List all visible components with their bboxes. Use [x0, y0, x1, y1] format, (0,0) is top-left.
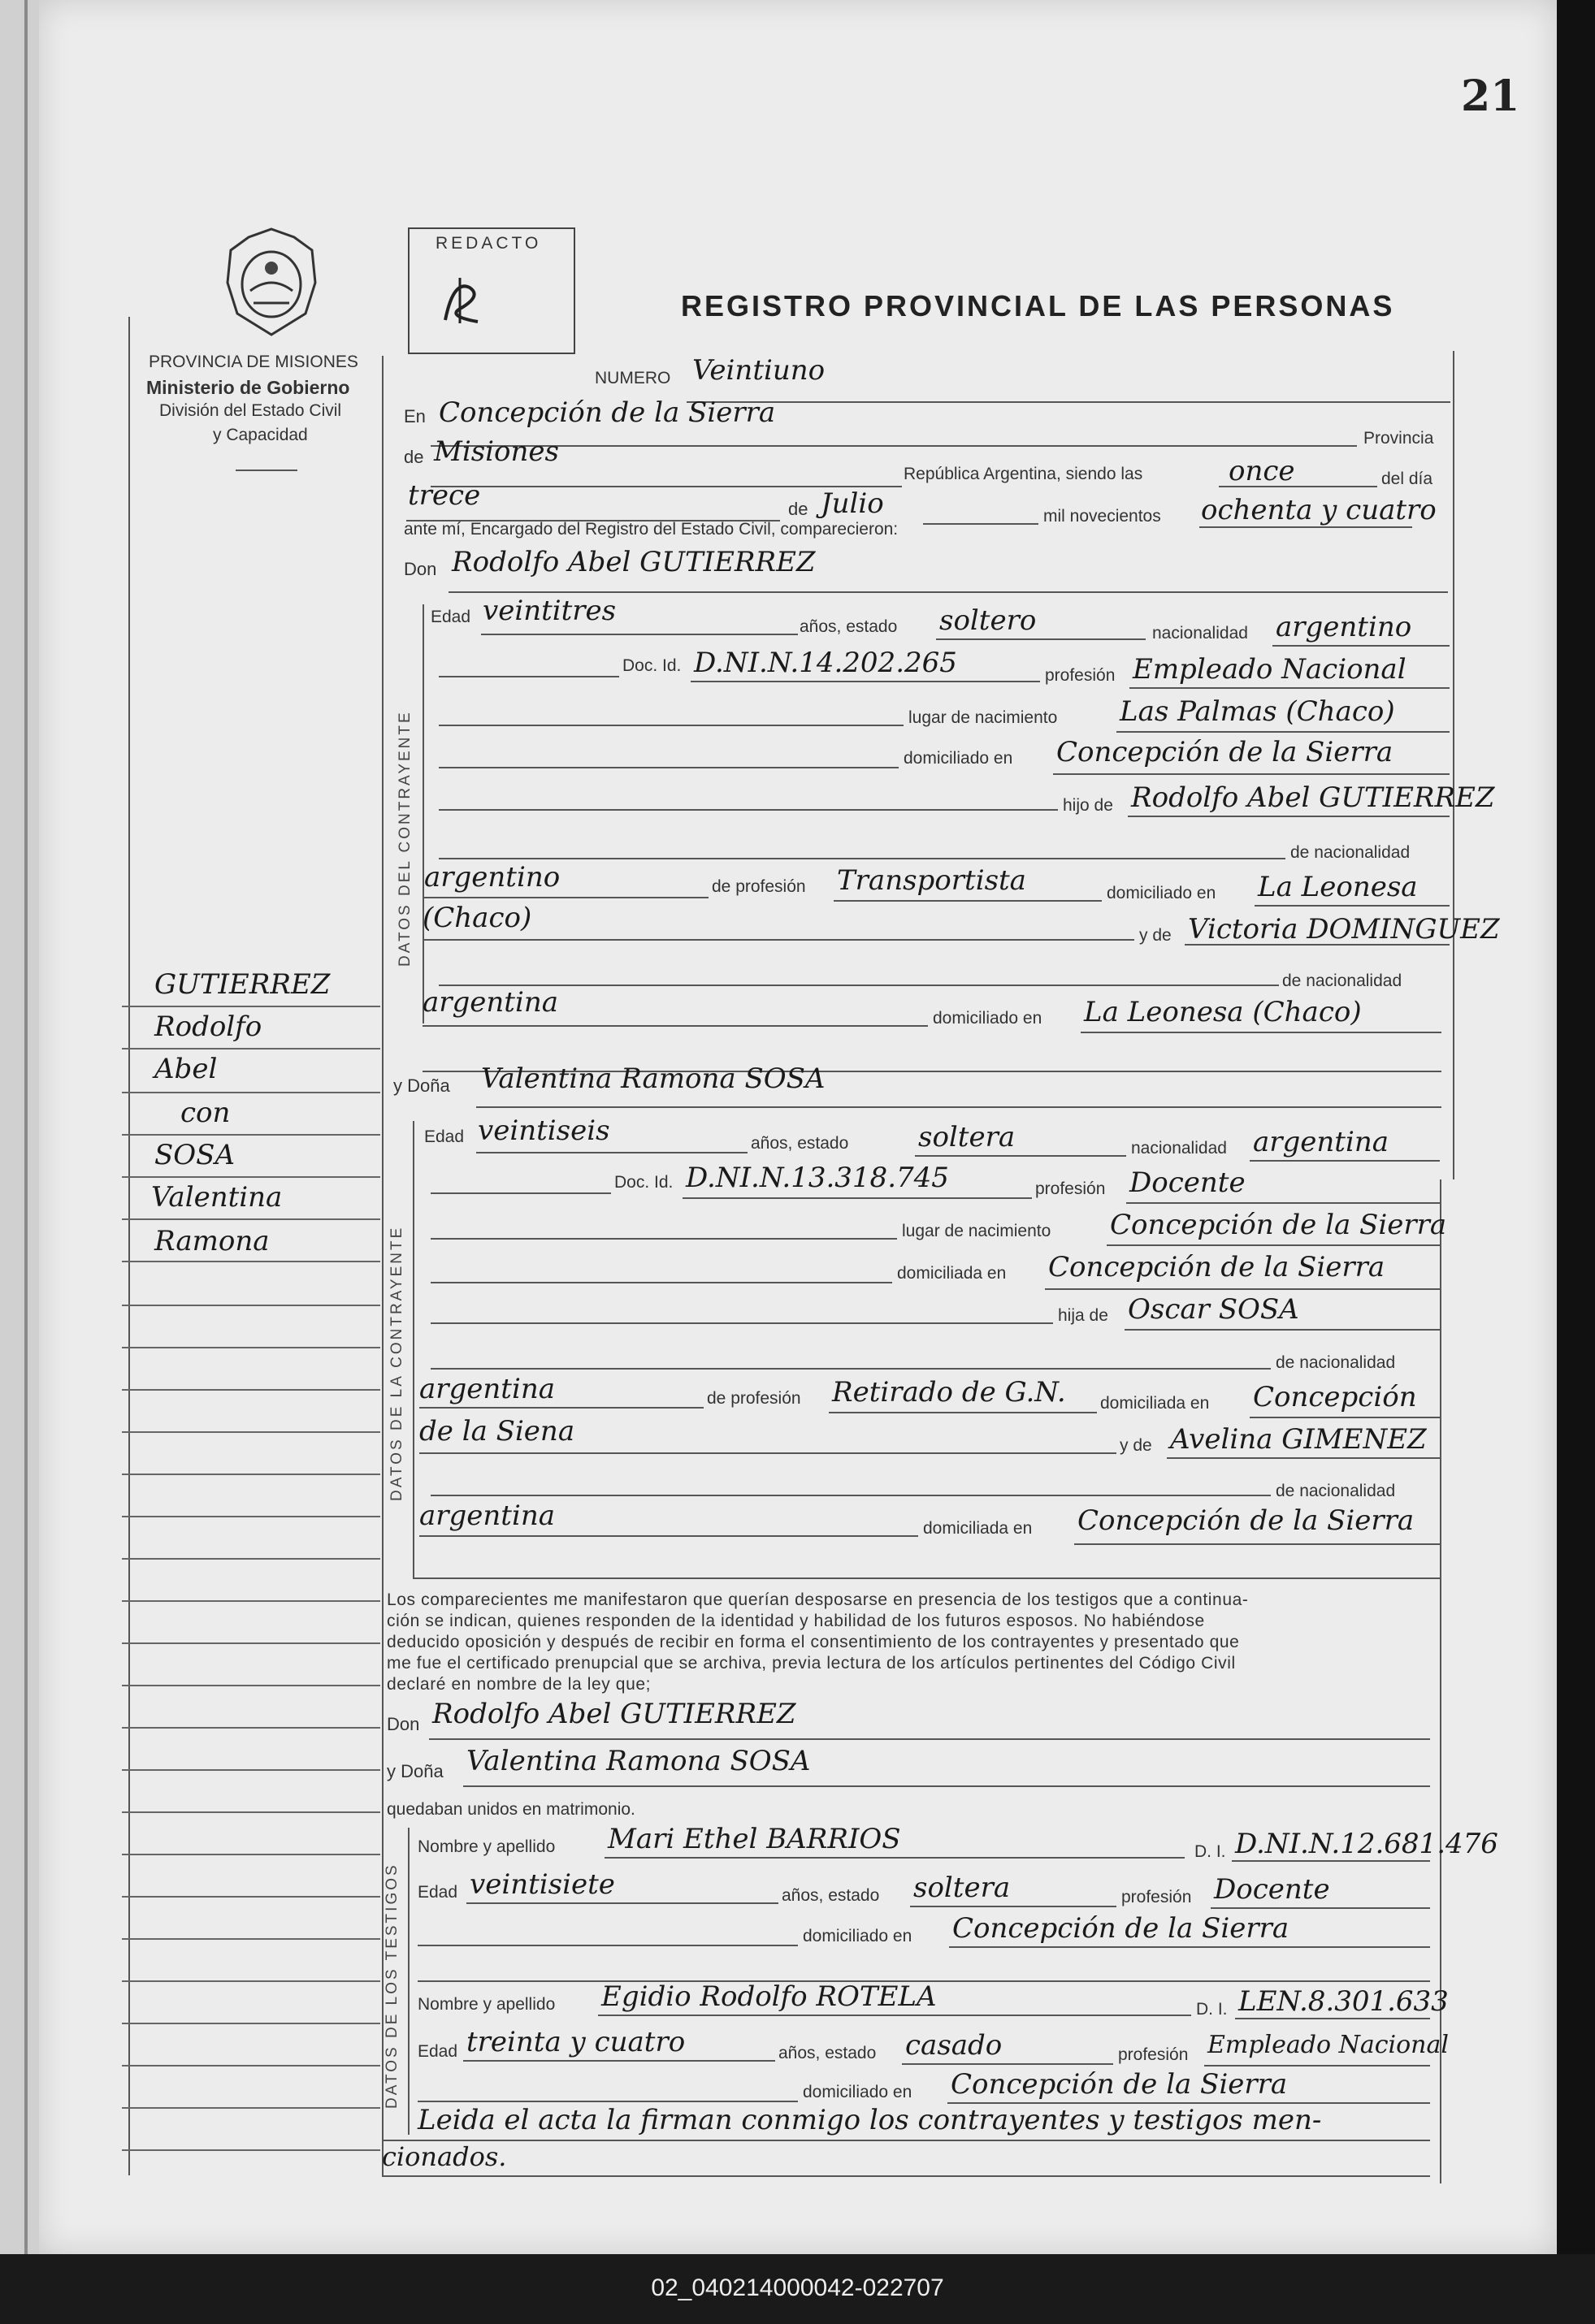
groom-father-nationality: argentino — [424, 861, 561, 894]
rule — [431, 1322, 1053, 1324]
act-place: Concepción de la Sierra — [439, 396, 776, 429]
groom-father-profession: Transportista — [837, 864, 1026, 897]
rule — [122, 1685, 380, 1686]
rule — [449, 591, 1448, 593]
rule — [122, 1600, 380, 1602]
rule — [431, 1238, 897, 1240]
rule — [423, 1025, 928, 1027]
footer-id: 02_040214000042-022707 — [651, 2274, 944, 2301]
rule — [122, 1474, 380, 1475]
rule — [122, 1896, 380, 1898]
rule — [1116, 731, 1450, 733]
bride-nationality: argentina — [1253, 1126, 1389, 1158]
label-de-nacionalidad-4: de nacionalidad — [1276, 1482, 1396, 1500]
label-domiciliada: domiciliada en — [897, 1264, 1007, 1283]
groom-section-rule — [423, 604, 424, 1024]
witness-section-label: DATOS DE LOS TESTIGOS — [384, 1863, 401, 2109]
rule — [1204, 2065, 1430, 2066]
rule — [439, 858, 1285, 859]
rule — [382, 2175, 1430, 2177]
rule — [122, 2023, 380, 2024]
rule — [1129, 687, 1450, 689]
rule — [936, 638, 1146, 640]
rule — [1211, 1907, 1430, 1909]
header-ministry: Ministerio de Gobierno — [146, 377, 350, 398]
rule — [1128, 816, 1450, 817]
witness-section-rule — [408, 1828, 410, 2135]
margin-note-1: Rodolfo — [154, 1011, 262, 1043]
bride-address: Concepción de la Sierra — [1048, 1251, 1385, 1283]
witness2-address: Concepción de la Sierra — [951, 2068, 1288, 2101]
label-y-de-2: y de — [1120, 1436, 1152, 1455]
label-don: Don — [404, 559, 437, 579]
label-y-dona: y Doña — [393, 1075, 450, 1096]
label-lugar-nac-2: lugar de nacimiento — [902, 1222, 1051, 1240]
label-domiciliado-2: domiciliado en — [1107, 884, 1216, 902]
label-de-nacionalidad: de nacionalidad — [1290, 843, 1411, 862]
right-frame — [1453, 351, 1454, 1179]
groom-doc: D.NI.N.14.202.265 — [694, 647, 957, 679]
rule — [691, 681, 1040, 682]
rule — [1081, 1032, 1441, 1033]
rule — [122, 2149, 380, 2151]
label-en: En — [404, 406, 426, 426]
label-de-nacionalidad-2: de nacionalidad — [1282, 972, 1402, 990]
rule — [122, 1516, 380, 1517]
margin-note-4: SOSA — [154, 1139, 236, 1171]
label-prof-w1: profesión — [1121, 1888, 1192, 1906]
label-anos-estado: años, estado — [800, 617, 898, 636]
label-domiciliado-3: domiciliado en — [933, 1009, 1042, 1028]
closing-line-1: Leida el acta la firman conmigo los contrayentes y testigos men- — [418, 2104, 1322, 2136]
bride-section-label: DATOS DE LA CONTRAYENTE — [388, 1225, 405, 1501]
rule — [476, 1152, 748, 1153]
bride-section-rule — [413, 1121, 414, 1577]
label-nombre-2: Nombre y apellido — [418, 1995, 556, 2014]
bride-doc: D.NI.N.13.318.745 — [686, 1162, 949, 1194]
label-anos-estado-2: años, estado — [751, 1134, 849, 1153]
bride-profession: Docente — [1129, 1166, 1246, 1199]
label-edad-w1: Edad — [418, 1883, 458, 1902]
rule — [1185, 944, 1450, 946]
label-nacionalidad-2: nacionalidad — [1131, 1139, 1227, 1158]
label-de-month: de — [788, 499, 808, 519]
bride-birthplace: Concepción de la Sierra — [1110, 1209, 1447, 1241]
rule — [418, 1945, 798, 1946]
bride-father-address: Concepción — [1253, 1381, 1417, 1413]
act-number: Veintiuno — [692, 354, 826, 387]
rule — [423, 939, 1134, 941]
label-doc-id-2: Doc. Id. — [614, 1173, 674, 1192]
groom-father-address: La Leonesa — [1258, 871, 1418, 903]
label-di-1: D. I. — [1194, 1842, 1226, 1861]
rule — [122, 1811, 380, 1813]
rule — [1045, 1288, 1440, 1290]
label-numero: NUMERO — [595, 369, 671, 387]
rule — [1255, 905, 1450, 907]
groom-section-label: DATOS DEL CONTRAYENTE — [397, 710, 414, 967]
rule — [122, 2107, 380, 2109]
declaration-line-5: declaré en nombre de la ley que; — [387, 1675, 652, 1694]
rule — [1074, 1543, 1440, 1545]
rule — [1126, 1202, 1440, 1204]
rule — [122, 1980, 380, 1982]
rule — [431, 445, 1357, 447]
label-dom-w2: domiciliado en — [803, 2083, 912, 2101]
rule — [122, 1642, 380, 1644]
groom-status: soltero — [939, 604, 1037, 637]
rule — [122, 1048, 380, 1049]
declaration-line-4: me fue el certificado prenupcial que se archiva, previa lectura de los artículos pertinentes del Código Civil — [387, 1654, 1236, 1673]
bride-father-address-2: de la Siena — [419, 1415, 575, 1448]
rule — [463, 1785, 1430, 1787]
rule — [122, 1092, 380, 1093]
declared-bride: Valentina Ramona SOSA — [466, 1745, 811, 1777]
rule — [419, 1535, 918, 1537]
rule — [122, 1769, 380, 1771]
rule — [834, 900, 1102, 902]
rule — [1235, 2018, 1430, 2019]
rule — [122, 1938, 380, 1940]
label-ante-mi: ante mí, Encargado del Registro del Estado Civil, comparecieron: — [404, 520, 899, 539]
margin-note-0: GUTIERREZ — [154, 968, 331, 1001]
bride-father: Oscar SOSA — [1128, 1293, 1299, 1326]
bride-father-profession: Retirado de G.N. — [832, 1376, 1066, 1409]
label-hijo-de: hijo de — [1063, 796, 1113, 815]
rule — [439, 767, 899, 768]
label-anos-w2: años, estado — [778, 2044, 877, 2062]
rule — [481, 634, 798, 635]
redacto-stamp-box — [408, 227, 575, 354]
margin-note-3: con — [180, 1097, 231, 1129]
label-quedaban: quedaban unidos en matrimonio. — [387, 1800, 635, 1819]
rule — [423, 897, 709, 898]
act-province: Misiones — [434, 435, 559, 468]
rule — [122, 1176, 380, 1178]
rule — [829, 1412, 1097, 1413]
rule — [419, 1452, 1116, 1454]
groom-mother: Victoria DOMINGUEZ — [1188, 913, 1500, 946]
rule — [1232, 1860, 1430, 1862]
bride-age: veintiseis — [478, 1114, 610, 1147]
label-de: de — [404, 447, 424, 467]
rule — [431, 1368, 1271, 1370]
rule — [466, 1902, 778, 1904]
act-day: trece — [408, 479, 481, 512]
groom-address: Concepción de la Sierra — [1056, 736, 1393, 768]
rule — [431, 1192, 611, 1194]
rule — [687, 401, 1450, 403]
page-number: 21 — [1461, 71, 1520, 121]
label-profesion-2: profesión — [1035, 1179, 1106, 1198]
rule — [1219, 486, 1377, 487]
groom-age: veintitres — [483, 595, 617, 627]
rule — [439, 676, 619, 677]
rule — [122, 1305, 380, 1306]
label-lugar-nac: lugar de nacimiento — [908, 708, 1058, 727]
witness2-name: Egidio Rodolfo ROTELA — [601, 1980, 937, 2013]
rule — [923, 523, 1038, 525]
label-dom-w1: domiciliado en — [803, 1927, 912, 1945]
label-republica: República Argentina, siendo las — [904, 465, 1143, 483]
declared-groom: Rodolfo Abel GUTIERREZ — [432, 1698, 796, 1730]
bride-name: Valentina Ramona SOSA — [481, 1062, 826, 1095]
witness1-profession: Docente — [1214, 1873, 1330, 1906]
label-edad: Edad — [431, 608, 471, 626]
redacto-label: REDACTO — [436, 234, 542, 253]
page-title: REGISTRO PROVINCIAL DE LAS PERSONAS — [681, 289, 1395, 322]
rule — [122, 1347, 380, 1348]
rule — [122, 1727, 380, 1729]
groom-name: Rodolfo Abel GUTIERREZ — [452, 546, 816, 578]
header-divider — [236, 470, 297, 471]
rule — [439, 809, 1058, 811]
act-year: ochenta y cuatro — [1201, 494, 1437, 526]
label-hija-de: hija de — [1058, 1306, 1108, 1325]
witness2-status: casado — [905, 2029, 1003, 2062]
witness1-address: Concepción de la Sierra — [952, 1912, 1289, 1945]
rule — [1053, 773, 1450, 775]
witness1-di: D.NI.N.12.681.476 — [1235, 1828, 1498, 1860]
label-de-profesion: de profesión — [712, 877, 806, 896]
bride-mother-address: Concepción de la Sierra — [1077, 1504, 1415, 1537]
rule — [1167, 1457, 1440, 1459]
witness1-name: Mari Ethel BARRIOS — [608, 1823, 901, 1855]
label-mil: mil novecientos — [1043, 507, 1161, 526]
witness2-di: LEN.8.301.633 — [1238, 1985, 1449, 2018]
header-division: División del Estado Civil — [159, 401, 342, 420]
label-edad-2: Edad — [424, 1127, 465, 1146]
rule — [910, 1906, 1116, 1907]
bride-mother: Avelina GIMENEZ — [1170, 1423, 1427, 1456]
declaration-line-2: ción se indican, quienes responden de la identidad y habilidad de los futuros esposos. No habiéndose — [387, 1612, 1205, 1630]
rule — [949, 1946, 1430, 1948]
rule — [122, 2065, 380, 2066]
label-y-de: y de — [1139, 926, 1172, 945]
rule — [122, 1006, 380, 1007]
bride-mother-nationality: argentina — [419, 1500, 556, 1532]
label-domiciliada-2: domiciliada en — [1100, 1394, 1210, 1413]
rule — [1107, 1244, 1440, 1246]
rule — [1272, 645, 1450, 647]
witness1-age: veintisiete — [470, 1868, 615, 1901]
act-month: Julio — [821, 487, 884, 520]
label-profesion: profesión — [1045, 666, 1116, 685]
label-del-dia: del día — [1381, 470, 1433, 488]
rule — [122, 1218, 380, 1220]
header-province: PROVINCIA DE MISIONES — [149, 353, 358, 371]
rule — [1250, 1417, 1440, 1418]
witness2-profession: Empleado Nacional — [1207, 2031, 1449, 2059]
closing-line-2: cionados. — [382, 2141, 507, 2172]
rule — [418, 2101, 798, 2102]
rule — [122, 1431, 380, 1433]
rule — [413, 1577, 1440, 1579]
groom-mother-nationality: argentina — [423, 986, 559, 1019]
book-spine — [0, 0, 39, 2324]
rule — [439, 725, 904, 726]
rule — [463, 2060, 775, 2062]
groom-profession: Empleado Nacional — [1133, 653, 1406, 686]
label-nacionalidad: nacionalidad — [1152, 624, 1248, 643]
label-doc-id: Doc. Id. — [622, 656, 682, 675]
groom-mother-address: La Leonesa (Chaco) — [1084, 996, 1362, 1028]
rule — [122, 1854, 380, 1855]
page-edge — [1557, 0, 1595, 2324]
bride-status: soltera — [918, 1121, 1016, 1153]
groom-father: Rodolfo Abel GUTIERREZ — [1131, 781, 1495, 814]
rule — [419, 1407, 704, 1409]
header-division2: y Capacidad — [213, 426, 308, 444]
label-de-profesion-2: de profesión — [707, 1389, 801, 1408]
groom-birthplace: Las Palmas (Chaco) — [1120, 695, 1395, 728]
label-edad-w2: Edad — [418, 2042, 458, 2061]
rule — [429, 1738, 1430, 1740]
label-de-nacionalidad-3: de nacionalidad — [1276, 1353, 1396, 1372]
rule — [122, 1134, 380, 1136]
label-anos-w1: años, estado — [782, 1886, 880, 1905]
label-y-dona-2: y Doña — [387, 1761, 444, 1781]
act-hour: once — [1229, 455, 1295, 487]
rule — [431, 1282, 892, 1283]
declaration-line-3: deducido oposición y después de recibir en forma el consentimiento de los contrayentes y presentado que — [387, 1633, 1240, 1651]
coat-of-arms-seal — [221, 226, 322, 340]
rule — [382, 2140, 1430, 2141]
rule — [476, 1106, 1441, 1108]
declaration-line-1: Los comparecientes me manifestaron que querían desposarse en presencia de los testigos que a continua- — [387, 1590, 1249, 1609]
groom-father-address-2: (Chaco) — [423, 902, 532, 934]
witness2-age: treinta y cuatro — [466, 2026, 686, 2058]
label-don-2: Don — [387, 1714, 420, 1734]
rule — [1250, 1160, 1440, 1162]
label-domiciliada-3: domiciliada en — [923, 1519, 1033, 1538]
margin-note-5: Valentina — [151, 1181, 283, 1214]
rule — [1199, 526, 1412, 528]
witness1-status: soltera — [913, 1872, 1011, 1904]
margin-note-6: Ramona — [154, 1225, 270, 1257]
rule — [1125, 1329, 1440, 1331]
redacto-signature — [437, 271, 486, 332]
label-prof-w2: profesión — [1118, 2045, 1189, 2064]
rule — [122, 1261, 380, 1262]
rule — [598, 2015, 1191, 2016]
rule — [605, 1857, 1185, 1859]
label-nombre-1: Nombre y apellido — [418, 1837, 556, 1856]
rule — [122, 1558, 380, 1560]
rule — [439, 985, 1279, 986]
rule — [683, 1197, 1032, 1199]
label-provincia: Provincia — [1363, 429, 1434, 448]
rule — [122, 1389, 380, 1391]
rule — [915, 1155, 1126, 1157]
rule — [431, 1495, 1271, 1496]
label-di-2: D. I. — [1196, 2000, 1228, 2019]
margin-note-2: Abel — [154, 1053, 218, 1085]
label-domiciliado: domiciliado en — [904, 749, 1013, 768]
bride-father-nationality: argentina — [419, 1373, 556, 1405]
rule — [902, 2063, 1113, 2065]
groom-nationality: argentino — [1276, 611, 1412, 643]
